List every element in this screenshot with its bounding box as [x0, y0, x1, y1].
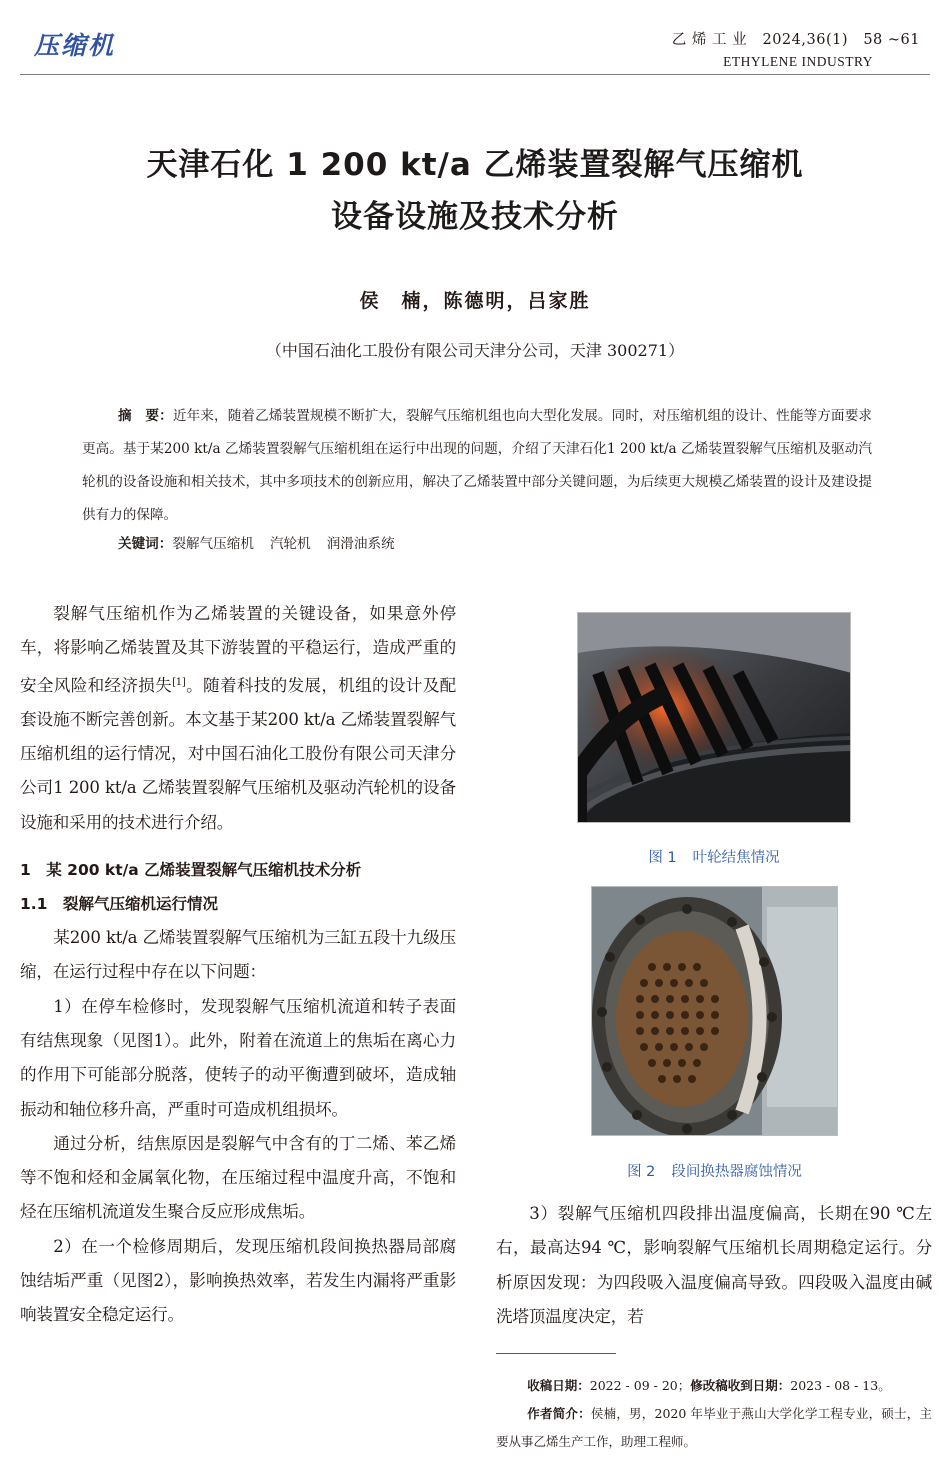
section-logo: 压缩机: [34, 31, 116, 60]
journal-header: [672, 30, 920, 72]
figure-2-image: [591, 886, 838, 1136]
title-line-2: 设备设施及技术分析: [331, 199, 619, 235]
received-label: 收稿日期：: [527, 1378, 590, 1393]
title-line-1: 天津石化 1 200 kt/a 乙烯装置裂解气压缩机: [146, 147, 804, 183]
header-divider: [20, 74, 930, 75]
subsection-heading: 1.1 裂解气压缩机运行情况: [20, 895, 218, 914]
volume-info: 2024,36(1): [762, 32, 848, 48]
figure-2-number: 图 2: [627, 1164, 656, 1180]
abstract: [82, 400, 872, 532]
left-column: [20, 597, 456, 1333]
figure-2-title: 段间换热器腐蚀情况: [671, 1164, 802, 1180]
keywords: [118, 532, 411, 552]
body-paragraph: 某200 kt/a 乙烯装置裂解气压缩机为三缸五段十九级压缩，在运行过程中存在以下问题：: [20, 928, 456, 982]
right-column: [496, 1197, 932, 1334]
revised-date: 2023 - 08 - 13。: [790, 1378, 891, 1393]
body-paragraph: 3）裂解气压缩机四段排出温度偏高，长期在90 ℃左右，最高达94 ℃，影响裂解气压缩机长周期稳定运行。分析原因发现：为四段吸入温度偏高导致。四段吸入温度由碱洗塔顶温度决定，若: [496, 1204, 932, 1326]
impeller-photo: [578, 613, 851, 823]
citation-ref: [1]: [172, 676, 186, 688]
figure-2-caption: [591, 1160, 838, 1181]
figure-1-image: [577, 612, 851, 823]
keyword: 汽轮机: [269, 536, 311, 552]
body-paragraph: 2）在一个检修周期后，发现压缩机段间换热器局部腐蚀结垢严重（见图2），影响换热效率，若发生内漏将严重影响装置安全稳定运行。: [20, 1236, 456, 1325]
section-heading: 1 某 200 kt/a 乙烯装置裂解气压缩机技术分析: [20, 861, 362, 880]
affiliation: （中国石油化工股份有限公司天津分公司，天津 300271）: [265, 341, 685, 360]
author-bio-label: 作者简介：: [527, 1406, 591, 1421]
body-paragraph: 1）在停车检修时，发现裂解气压缩机流道和转子表面有结焦现象（见图1）。此外，附着在流道上的焦垢在离心力的作用下可能部分脱落，使转子的动平衡遭到破坏，造成轴振动和轴位移升高，严重时可造成机组损坏。: [20, 996, 456, 1119]
page-range: 58 ~61: [863, 32, 920, 48]
intro-text-b: 。随着科技的发展，机组的设计及配套设施不断完善创新。本文基于某200 kt/a 乙烯装置裂解气压缩机组的运行情况，对中国石油化工股份有限公司天津分公司1 200 kt/a 乙烯装置裂解气压缩机及驱动汽轮机的设备设施和采用的技术进行介绍。: [20, 675, 456, 832]
figure-1-title: 叶轮结焦情况: [692, 850, 780, 866]
heat-exchanger-photo: [592, 887, 838, 1136]
author-bio-text: 侯楠，男，2020 年毕业于燕山大学化学工程专业，硕士，主要从事乙烯生产工作，助理工程师。: [496, 1406, 932, 1449]
revised-label: 修改稿收到日期：: [690, 1378, 791, 1393]
received-date: 2022 - 09 - 20；: [589, 1378, 691, 1393]
footnote: [496, 1372, 932, 1456]
abstract-text: 近年来，随着乙烯装置规模不断扩大，裂解气压缩机组也向大型化发展。同时，对压缩机组的设计、性能等方面要求更高。基于某200 kt/a 乙烯装置裂解气压缩机组在运行中出现的问题，介绍了天津石化1 200 kt/a 乙烯装置裂解气压缩机及驱动汽轮机的设备设施和相关技术，其中多项技术的创新应用，解决了乙烯装置中部分关键问题，为后续更大规模乙烯装置的设计及建设提供有力的保障。: [82, 408, 873, 523]
journal-name-cn: 乙 烯 工 业: [671, 32, 748, 48]
intro-paragraph: [20, 597, 456, 840]
footnote-divider: [496, 1353, 616, 1354]
figure-1-caption: [577, 846, 851, 867]
journal-name-en: ETHYLENE INDUSTRY: [723, 54, 873, 69]
abstract-label: 摘 要：: [118, 408, 173, 424]
author-bio: [496, 1400, 932, 1456]
keyword: 裂解气压缩机: [172, 536, 254, 552]
author-list: 侯 楠，陈德明，吕家胜: [359, 290, 591, 312]
figure-1-number: 图 1: [648, 850, 677, 866]
keyword: 润滑油系统: [326, 536, 395, 552]
intro-text-a: 裂解气压缩机作为乙烯装置的关键设备，如果意外停车，将影响乙烯装置及其下游装置的平稳运行，造成严重的安全风险和经济损失: [20, 604, 456, 695]
body-paragraph: 通过分析，结焦原因是裂解气中含有的丁二烯、苯乙烯等不饱和烃和金属氧化物，在压缩过程中温度升高，不饱和烃在压缩机流道发生聚合反应形成焦垢。: [20, 1133, 456, 1222]
paper-title: [0, 139, 950, 243]
received-dates: [496, 1372, 932, 1400]
keywords-label: 关键词：: [118, 536, 173, 552]
